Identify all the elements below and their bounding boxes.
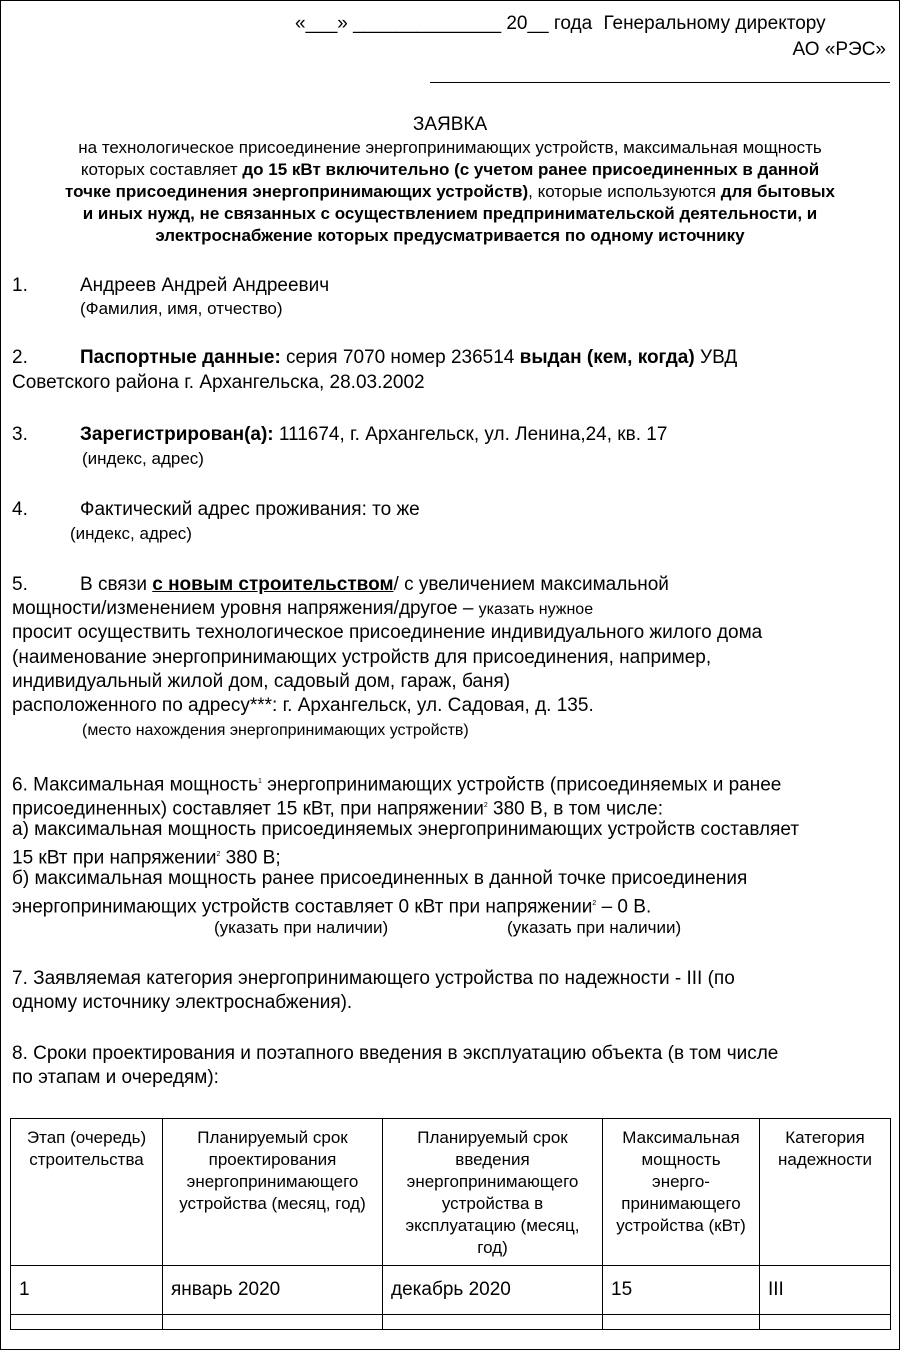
item-5-text-2: / с увеличением максимальной: [393, 574, 669, 595]
passport-issued-label: выдан (кем, когда): [519, 347, 695, 368]
item-2-passport: [80, 346, 737, 370]
item-5-line-2: [12, 597, 593, 621]
title-line-3-normal: , которые используются: [528, 182, 721, 201]
item-4-actual-address: Фактический адрес проживания: то же: [80, 499, 420, 520]
cell-reliability-category: III: [760, 1266, 891, 1315]
item-7-line-2: одному источнику электроснабжения).: [12, 992, 353, 1013]
empty-cell: [603, 1315, 760, 1330]
registration-address: 111674, г. Архангельск, ул. Ленина,24, кв. 17: [273, 424, 668, 445]
cell-stage: 1: [11, 1266, 163, 1315]
item-2-line-2: Советского района г. Архангельска, 28.03.2002: [12, 372, 425, 393]
empty-cell: [760, 1315, 891, 1330]
item-6-hint-1: (указать при наличии): [214, 918, 389, 937]
passport-label: Паспортные данные:: [80, 347, 281, 368]
title-line-3-bold2: для бытовых: [720, 182, 835, 201]
item-3-hint: (индекс, адрес): [82, 449, 204, 468]
item-6-line-1a: 6. Максимальная мощность: [12, 774, 259, 796]
item-6-line-2b: 380 В, в том числе:: [487, 798, 663, 820]
footnote-1-mark: 1: [258, 778, 262, 785]
item-5-text-1: В связи: [80, 574, 153, 595]
item-6-line-5: б) максимальная мощность ранее присоединенных в данной точке присоединения: [12, 868, 748, 889]
item-3-number: 3.: [12, 424, 28, 445]
item-6-line-6: [12, 892, 651, 919]
table-row: [11, 1266, 891, 1315]
title-line-2: [0, 159, 900, 181]
item-8-line-2: по этапам и очередям):: [12, 1067, 219, 1088]
addressee-signature-line: [430, 82, 890, 83]
item-7-line-1: 7. Заявляемая категория энергопринимающего устройства по надежности - III (по: [12, 968, 735, 989]
item-6-line-4b: 380 В;: [220, 847, 281, 869]
item-5-hint: (место нахождения энергопринимающих устройств): [82, 722, 469, 739]
item-6-line-2a: присоединенных) составляет 15 кВт, при напряжении: [12, 798, 484, 820]
stages-table: [10, 1118, 891, 1330]
header-reliability-category: Категория надежности: [760, 1119, 891, 1266]
item-5-number: 5.: [12, 574, 28, 595]
item-6-line-6b: – 0 В.: [596, 896, 652, 918]
empty-cell: [163, 1315, 383, 1330]
passport-series-number: серия 7070 номер 236514: [280, 347, 520, 368]
item-3-registration: [80, 423, 667, 447]
title-line-4: и иных нужд, не связанных с осуществлением предпринимательской деятельности, и: [82, 204, 818, 223]
empty-cell: [11, 1315, 163, 1330]
item-2-number: 2.: [12, 347, 28, 368]
addressee-title: Генеральному директору: [603, 13, 826, 34]
title-line-3-bold: точке присоединения энергопринимающих устройств): [65, 182, 529, 201]
date-text: «___» ______________ 20__ года: [295, 13, 593, 34]
item-5-line-5: индивидуальный жилой дом, садовый дом, гараж, баня): [12, 671, 511, 692]
item-1-full-name: Андреев Андрей Андреевич: [80, 275, 330, 296]
header-stage: Этап (очередь) строительства: [11, 1119, 163, 1266]
item-1-number: 1.: [12, 275, 28, 296]
item-6-line-6a: энергопринимающих устройств составляет 0 кВт при напряжении: [12, 896, 593, 918]
item-5-line-4: (наименование энергопринимающих устройств для присоединения, например,: [12, 647, 712, 668]
title-line-2-normal: которых составляет: [80, 160, 243, 179]
header-commissioning-term: Планируемый срок введения энергопринимающего устройства в эксплуатацию (месяц, год): [383, 1119, 603, 1266]
cell-max-power: 15: [603, 1266, 760, 1315]
cell-commissioning-term: декабрь 2020: [383, 1266, 603, 1315]
table-header-row: [11, 1119, 891, 1266]
item-6-line-1b: энергопринимающих устройств (присоединяемых и ранее: [261, 774, 782, 796]
item-8-line-1: 8. Сроки проектирования и поэтапного введения в эксплуатацию объекта (в том числе: [12, 1043, 779, 1064]
cell-design-term: январь 2020: [163, 1266, 383, 1315]
title-line-2-bold: до 15 кВт включительно (с учетом ранее присоединенных в данной: [242, 160, 820, 179]
header-max-power: Максимальная мощность энерго-принимающего устройства (кВт): [603, 1119, 760, 1266]
title-line-1: на технологическое присоединение энергопринимающих устройств, максимальная мощность: [78, 138, 822, 157]
item-1-hint: (Фамилия, имя, отчество): [80, 299, 283, 318]
table-row-empty: [11, 1315, 891, 1330]
item-5-line-2-text: мощности/изменением уровня напряжения/другое –: [12, 598, 479, 619]
item-5-line-3: просит осуществить технологическое присоединение индивидуального жилого дома: [12, 622, 763, 643]
item-5-selected-reason: с новым строительством: [152, 574, 394, 595]
footnote-2-mark: 2: [592, 900, 597, 907]
footnote-2-mark: 2: [216, 851, 221, 858]
item-6-line-3: а) максимальная мощность присоединяемых энергопринимающих устройств составляет: [12, 819, 800, 840]
item-6-hint-2: (указать при наличии): [507, 918, 682, 937]
item-4-hint: (индекс, адрес): [70, 524, 192, 543]
title-line-5: электроснабжение которых предусматривается по одному источнику: [155, 226, 745, 245]
item-5-line-2-small: указать нужное: [478, 601, 594, 618]
item-4-number: 4.: [12, 499, 28, 520]
footnote-2-mark: 2: [483, 802, 488, 809]
empty-cell: [383, 1315, 603, 1330]
title-line-3: [0, 181, 900, 203]
passport-issued-by: УВД: [694, 347, 738, 368]
item-6-line-4a: 15 кВт при напряжении: [12, 847, 217, 869]
header-design-term: Планируемый срок проектирования энергопринимающего устройства (месяц, год): [163, 1119, 383, 1266]
doc-heading: ЗАЯВКА: [412, 114, 488, 135]
item-5-line-6: расположенного по адресу***: г. Архангельск, ул. Садовая, д. 135.: [12, 695, 594, 716]
item-5-line-1: [80, 573, 669, 597]
date-line: [295, 12, 826, 36]
registration-label: Зарегистрирован(а):: [80, 424, 274, 445]
addressee-company: АО «РЭС»: [792, 39, 886, 60]
